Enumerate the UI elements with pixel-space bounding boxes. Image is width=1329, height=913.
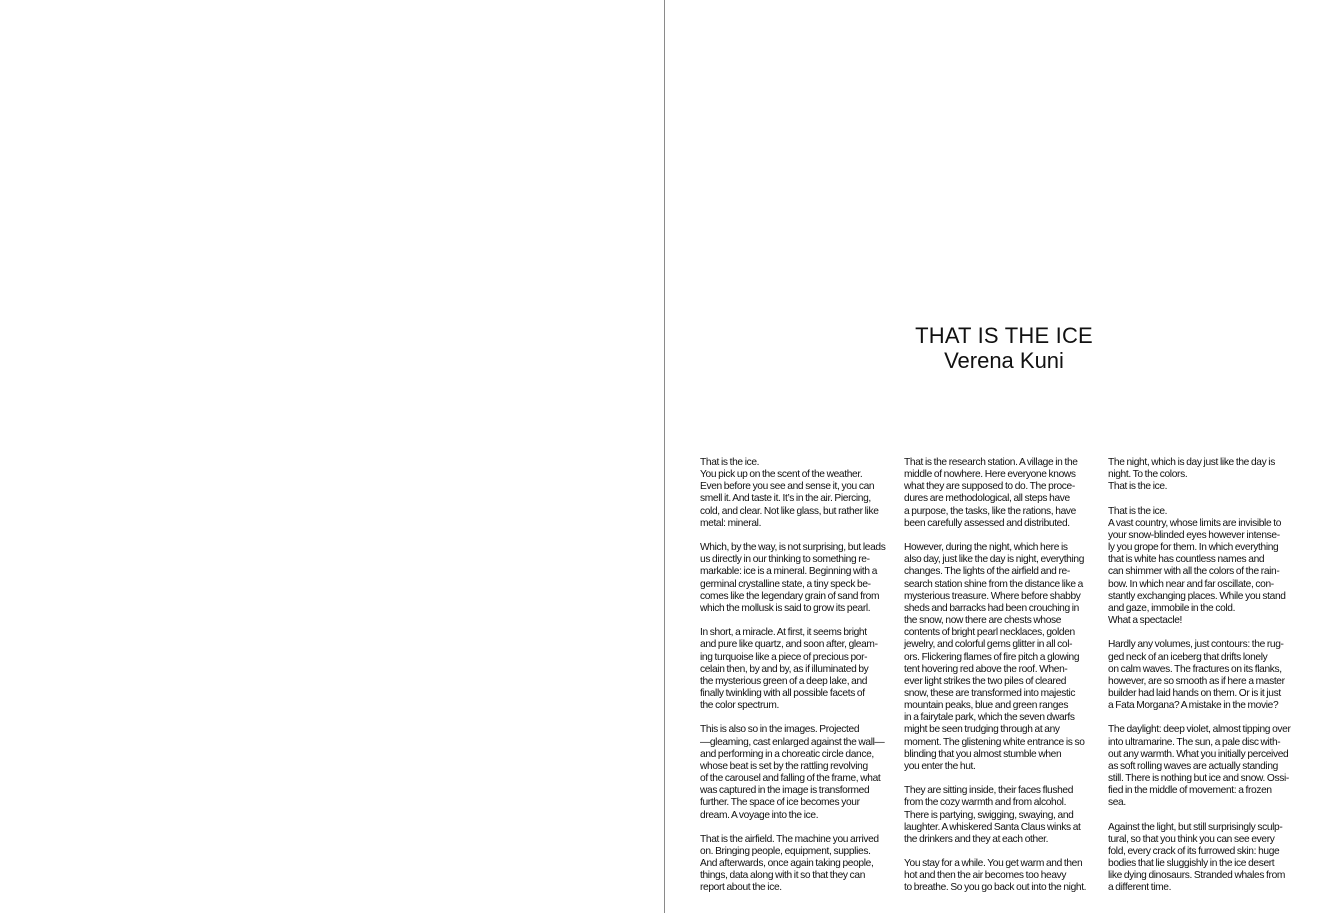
text-column-1: That is the ice. You pick up on the scent of the weather. Even before you see and sense it, you can smell it. And taste it. It’s in the air. Piercing, cold, and clear. Not like glass, but rather like metal: mineral. Which, by the way, is not surprising, but leads us directly in our thinking to something re- markable: ice is a mineral. Beginning with a germinal crystalline state, a tiny speck be- comes like the legendary grain of sand from which the mollusk is said to grow its pearl. In short, a miracle. At first, it seems bright and pure like quartz, and soon after, gleam- ing turquoise like a piece of precious por- celain then, by and by, as if illuminated by the mysterious green of a deep lake, and finally twinkling with all possible facets of the color spectrum. This is also so in the images. Projected —gleaming, cast enlarged against the wall— and performing in a choreatic circle dance, whose beat is set by the rattling revolving of the carousel and falling of the frame, what was captured in the image is transformed further. The space of ice becomes your dream. A voyage into the ice. That is the airfield. The machine you arrived on. Bringing people, equipment, supplies. And afterwards, once again taking people, things, data along with it so that they can report about the ice. [700, 457, 886, 894]
article-title: THAT IS THE ICE [915, 323, 1093, 348]
text-column-2: That is the research station. A village in the middle of nowhere. Here everyone knows what they are supposed to do. The proce- dures are methodological, all steps have a purpose, the tasks, like the rations, have been carefully assessed and distributed. However, during the night, which here is also day, just like the day is night, everything changes. The lights of the airfield and re- search station shine from the distance like a mysterious treasure. Where before shabby sheds and barracks had been crouching in the snow, now there are chests whose contents of bright pearl necklaces, golden jewelry, and colorful gems glitter in all col- ors. Flickering flames of fire pitch a glowing tent hovering red above the roof. When- ever light strikes the two piles of cleared snow, these are transformed into majestic mountain peaks, blue and green ranges in a fairytale park, which the seven dwarfs might be seen trudging through at any moment. The glistening white entrance is so blinding that you almost stumble when you enter the hut. They are sitting inside, their faces flushed from the cozy warmth and from alcohol. There is partying, swigging, swaying, and laughter. A whiskered Santa Claus winks at the drinkers and they at each other. You stay for a while. You get warm and then hot and then the air becomes too heavy to breathe. So you go back out into the night. [904, 457, 1087, 894]
article-author: Verena Kuni [944, 348, 1064, 373]
right-page [665, 0, 1329, 913]
text-columns [700, 457, 1310, 907]
title-block [665, 323, 1329, 373]
text-column-3: The night, which is day just like the day is night. To the colors. That is the ice. That is the ice. A vast country, whose limits are invisible to your snow-blinded eyes however intense- ly you grope for them. In which everything that is white has countless names and can shimmer with all the colors of the rain- bow. In which near and far oscillate, con- stantly exchanging places. While you stand and gaze, immobile in the cold. What a spectacle! Hardly any volumes, just contours: the rug- ged neck of an iceberg that drifts lonely on calm waves. The fractures on its flanks, however, are so smooth as if here a master builder had laid hands on them. Or is it just a Fata Morgana? A mistake in the movie? The daylight: deep violet, almost tipping over into ultramarine. The sun, a pale disc with- out any warmth. What you initially perceived as soft rolling waves are actually standing still. There is nothing but ice and snow. Ossi- fied in the middle of movement: a frozen sea. Against the light, but still surprisingly sculp- tural, so that you think you can see every fold, every crack of its furrowed skin: huge bodies that lie sluggishly in the ice desert like dying dinosaurs. Stranded whales from a different time. [1108, 457, 1291, 894]
left-page-blank [0, 0, 664, 913]
